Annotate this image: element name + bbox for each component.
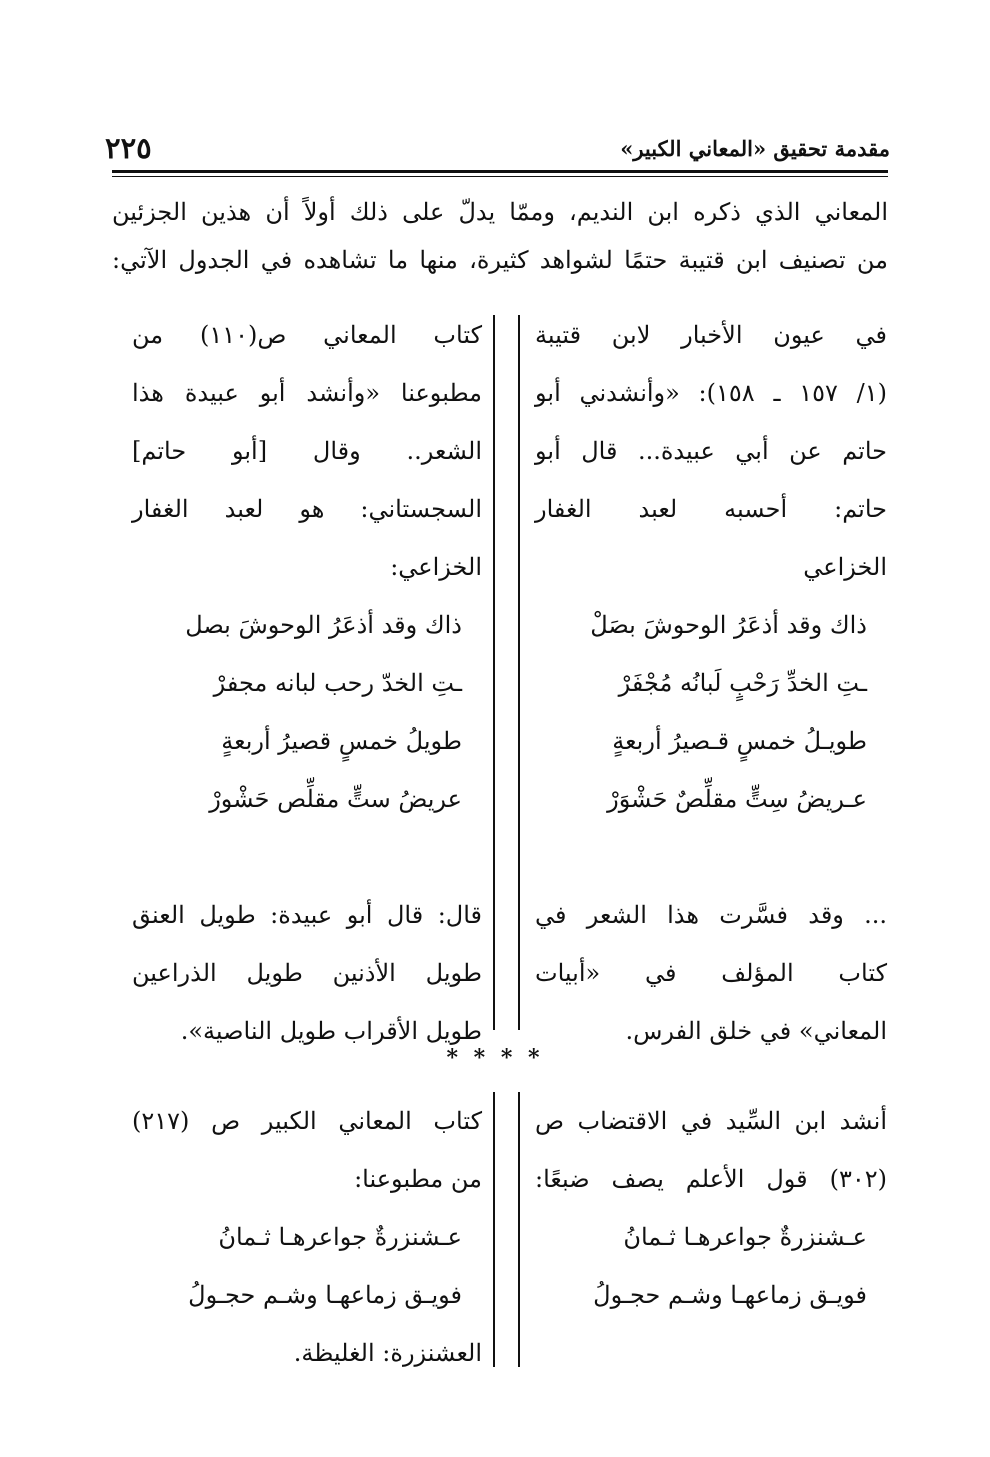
intro-line: من تصنيف ابن قتيبة حتمًا لشواهد كثيرة، منها ما تشاهده في الجدول الآتي: (112, 246, 888, 274)
text-line: كتاب المؤلف في «أبيات (535, 959, 887, 987)
verse-line: عـريضُ سِتٍّ مقلِّصٌ حَشْوَرْ (607, 785, 867, 813)
verse-line: ذاك وقد أذعَرُ الوحوشَ بصَلْ (590, 611, 867, 639)
text-line: (٣٠٢) قول الأعلم يصف ضبعًا: (535, 1165, 887, 1193)
verse-line: عـشنزرةٌ جواعرهـا ثـمانُ (623, 1223, 867, 1251)
spacer (132, 828, 482, 886)
table2-right-column (535, 1092, 887, 1324)
text-line: السجستاني: هو لعبد الغفار (132, 495, 482, 523)
text-line: الخزاعي (803, 553, 887, 581)
text-line: المعاني» في خلق الفرس. (625, 1017, 887, 1045)
text-line: أنشد ابن السِّيد في الاقتضاب ص (535, 1107, 887, 1135)
section-separator: * * * * (446, 1045, 544, 1071)
column-divider (493, 315, 495, 1030)
column-divider (493, 1092, 495, 1367)
text-line: طويل الأقراب طويل الناصية». (180, 1017, 482, 1045)
text-line: في عيون الأخبار لابن قتيبة (535, 321, 887, 349)
page-number: ٢٢٥ (105, 131, 152, 165)
verse-line: عـشنزرةٌ جواعرهـا ثـمانُ (218, 1223, 462, 1251)
text-line: مطبوعنا «وأنشد أبو عبيدة هذا (132, 379, 482, 407)
intro-paragraph (112, 188, 888, 284)
text-line: الشعر.. وقال [أبو حاتم] (132, 437, 482, 465)
table2-left-column (132, 1092, 482, 1382)
running-title: مقدمة تحقيق «المعاني الكبير» (620, 135, 890, 161)
column-divider (518, 1092, 520, 1367)
text-line: كتاب المعاني الكبير ص (٢١٧) (132, 1107, 482, 1135)
column-divider (518, 315, 520, 1030)
table1-left-column (132, 306, 482, 1060)
text-line: حاتم عن أبي عبيدة... قال أبو (535, 437, 887, 465)
spacer (535, 828, 887, 886)
verse-line: ـتِ الخدّ رحب لبانه مجفرْ (213, 669, 462, 697)
page-header (105, 128, 890, 168)
text-line: (١/ ١٥٧ ـ ١٥٨): «وأنشدني أبو (535, 379, 888, 407)
verse-line: فويـق زماعهـا وشـم حجـولُ (188, 1281, 462, 1309)
header-rule-thick (112, 170, 888, 173)
text-line: الخزاعي: (390, 553, 482, 581)
verse-line: طويلُ خمسٍ قصيرُ أربعةٍ (221, 727, 462, 755)
text-line: طويل الأذنين طويل الذراعين (132, 959, 482, 987)
text-line: ... وقد فسَّرت هذا الشعر في (535, 901, 887, 929)
table1-right-column (535, 306, 887, 1060)
verse-line: طويـلُ خمسٍ قـصيرُ أربعةٍ (612, 727, 867, 755)
header-rule-thin (112, 176, 888, 177)
verse-line: فويـق زماعهـا وشـم حجـولُ (593, 1281, 867, 1309)
verse-line: عريضُ ستٍّ مقلِّص حَشْورْ (209, 785, 462, 813)
text-line: العشنزرة: الغليظة. (293, 1339, 482, 1367)
verse-line: ذاك وقد أذعَرُ الوحوشَ بصل (185, 611, 462, 639)
verse-line: ـتِ الخدِّ رَحْبٍ لَبانُه مُجْفَرْ (618, 669, 867, 697)
text-line: قال: قال أبو عبيدة: طويل العنق (132, 901, 482, 929)
intro-line: المعاني الذي ذكره ابن النديم، وممّا يدلّ على ذلك أولاً أن هذين الجزئين (112, 198, 888, 226)
text-line: من مطبوعنا: (354, 1165, 482, 1193)
text-line: كتاب المعاني ص(١١٠) من (132, 321, 482, 349)
text-line: حاتم: أحسبه لعبد الغفار (535, 495, 887, 523)
